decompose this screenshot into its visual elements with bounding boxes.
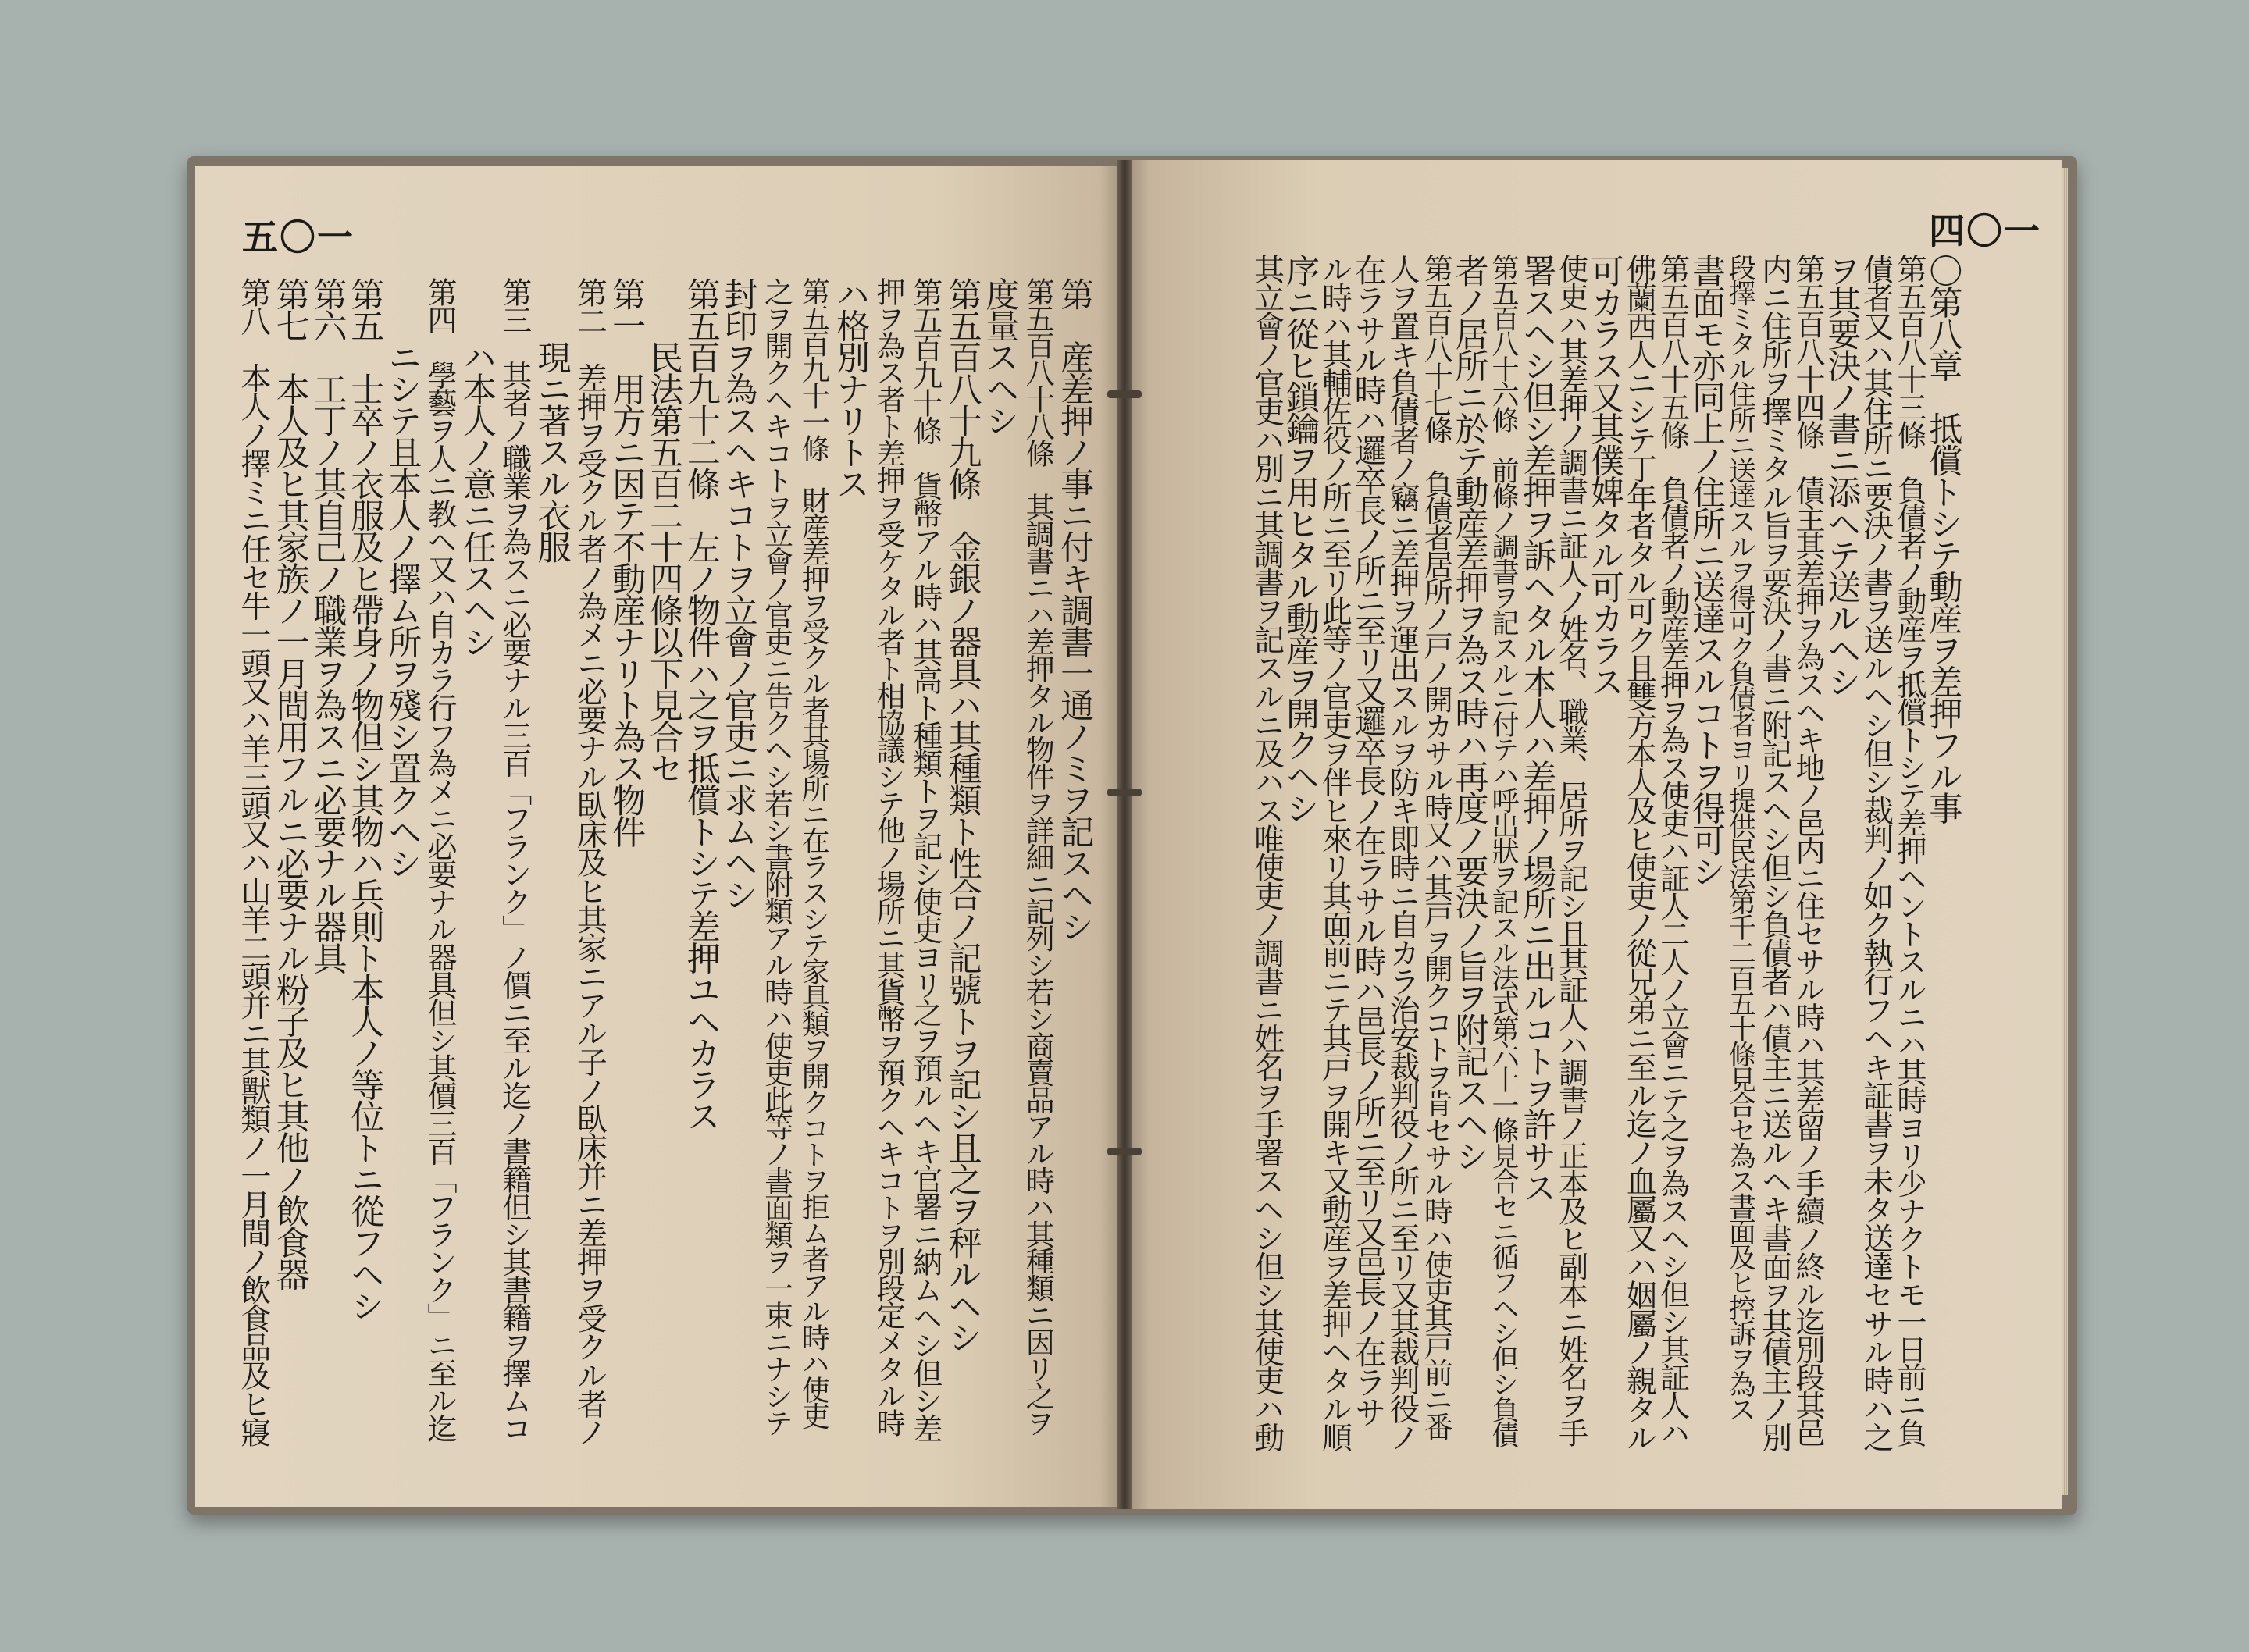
text-line: ハ格別ナリトス xyxy=(831,277,871,499)
text-line: 内ニ住所ヲ擇ミタル旨ヲ要決ノ書ニ附記スヘシ但シ負債者ハ債主ニ送ルヘキ書面ヲ其債主ノ別 xyxy=(1756,254,1792,1451)
text-line: 人ヲ置キ負債者ノ竊ニ差押ヲ運出スルヲ防キ即時ニ自カラ治安裁判役ノ所ニ至リ又其裁判役ノ xyxy=(1385,254,1420,1451)
text-line: 第五百八十四條 債主其差押ヲ為スヘキ地ノ邑内ニ住セサル時ハ其差留ノ手續ノ終ル迄別段其邑 xyxy=(1791,254,1825,1446)
text-line: 書面モ亦同上ノ住所ニ送達スルコトヲ得可シ xyxy=(1687,254,1726,886)
binding-stitch xyxy=(1107,1148,1142,1155)
page-number-right: 四〇一 xyxy=(1929,210,2041,252)
text-line: 民法第五百二十四條以下見合セ xyxy=(644,277,683,783)
text-line: 第 産差押ノ事ニ付キ調書一通ノミヲ記スヘシ xyxy=(1055,277,1095,942)
text-line: 〇第八章 抵償トシテ動産ヲ差押フル事 xyxy=(1923,254,1963,823)
page-number-left: 五〇一 xyxy=(242,216,355,258)
text-line: 署スヘシ但シ差押ヲ訴ヘタル本人ハ差押ノ場所ニ出ルコトヲ許サス xyxy=(1517,254,1557,1202)
text-line: 第五百八十九條 金銀ノ器具ハ其種類ト性合ノ記號トヲ記シ且之ヲ秤ルヘシ xyxy=(943,277,982,1352)
text-line: 第五百八十七條 負債者居所ノ戸ノ開カサル時又ハ其戸ヲ開クコトヲ肯セサル時ハ使吏其戸前ニ番 xyxy=(1419,254,1453,1439)
gutter xyxy=(1117,160,1132,1509)
text-line: 序ニ從ヒ鎖鑰ヲ用ヒタル動産ヲ開クヘシ xyxy=(1281,254,1320,823)
text-line: 度量スヘシ xyxy=(980,277,1020,436)
binding-stitch xyxy=(1107,390,1142,398)
text-line: ル時ハ其輔佐役ノ所ニ至リ此等ノ官吏ヲ伴ヒ來リ其面前ニテ其戸ヲ開キ又動産ヲ差押ヘタル順 xyxy=(1317,254,1353,1451)
text-line: 押ヲ為ス者ト差押ヲ受ケタル者ト相協議シテ他ノ場所ニ其貨幣ヲ預クヘキコトヲ別段定メタル時 xyxy=(871,277,905,1436)
text-line: 其立會ノ官吏ハ別ニ其調書ヲ記スルニ及ハス唯使吏ノ調書ニ姓名ヲ手署スヘシ但シ其使吏ハ動 xyxy=(1249,254,1285,1451)
text-line: 封印ヲ為スヘキコトヲ立會ノ官吏ニ求ムヘシ xyxy=(718,277,758,910)
text-line: 段擇ミタル住所ニ送達スルヲ得可ク負債者ヨリ提供民法第千二百五十條見合セ為ス書面及ヒ控訴ヲ為ス xyxy=(1724,254,1756,1421)
text-line: ヲ其要決ノ書ニ添ヘテ送ルヘシ xyxy=(1822,254,1862,696)
text-line: 第八 本人ノ擇ミニ任セ牛一頭又ハ羊三頭又ハ山羊二頭并ニ其獸類ノ一月間ノ飲食品及ヒ寢 xyxy=(235,277,271,1446)
text-line: 現ニ著スル衣服 xyxy=(532,277,572,562)
right-page-text xyxy=(1249,254,1963,1456)
text-line: 第七 本人及ヒ其家族ノ一月間用フルニ必要ナル粉子及ヒ其他ノ飲食器 xyxy=(270,277,310,1289)
binding-stitch xyxy=(1107,789,1142,796)
text-line: 第五百八十五條 負債者ノ動産差押ヲ為ス使吏ハ証人二人ノ立會ニテ之ヲ為スヘシ但シ其証人ハ xyxy=(1655,254,1690,1446)
text-line: 可カラス又其僕婢タル可カラス xyxy=(1585,254,1624,696)
text-line: 使吏ハ其差押ノ調書ニ証人ノ姓名、職業、居所ヲ記シ且其証人ハ調書ノ正本及ヒ副本ニ姓名ヲ手 xyxy=(1553,254,1588,1446)
text-line: 第五百八十六條 前條ノ調書ヲ記スルニ付テハ呼出狀ヲ記スル法式第六十一條見合セニ循フヘシ但シ負債 xyxy=(1488,254,1519,1447)
text-line: 第一 用方ニ因テ不動産ナリト為ス物件 xyxy=(607,277,647,846)
text-line: 之ヲ開クヘキコトヲ立會ノ官吏ニ告クヘシ若シ書附類アル時ハ使吏此等ノ書面類ヲ一束ニナシテ xyxy=(759,277,793,1436)
text-line: 者ノ居所ニ於テ動産差押ヲ為ス時ハ再度ノ要決ノ旨ヲ附記スヘシ xyxy=(1449,254,1489,1171)
left-page-text xyxy=(234,277,1093,1456)
text-line: 第五百九十一條 財産差押ヲ受クル者其場所ニ在ラスシテ家具類ヲ開クコトヲ拒ム者アル時ハ使吏 xyxy=(797,277,830,1428)
text-line: 第六 工丁ノ其自己ノ職業ヲ為スニ必要ナル器具 xyxy=(308,277,348,973)
text-line: 第五百九十條 貨幣アル時ハ其高ト種類トヲ記シ使吏ヨリ之ヲ預ルヘキ官署ニ納ムヘシ但シ差 xyxy=(907,277,943,1441)
text-line: 第五百八十八條 其調書ニハ差押タル物件ヲ詳細ニ記列シ若シ商賣品アル時ハ其種類ニ因リ之ヲ xyxy=(1021,277,1055,1436)
text-line: 債者又ハ其住所ニ要決ノ書ヲ送ルヘシ但シ裁判ノ如ク執行フヘキ証書ヲ未タ送達セサル時ハ之 xyxy=(1858,254,1894,1451)
text-line: 第五百八十三條 負債者ノ動産ヲ抵償トシテ差押ヘントスルニハ其時ヨリ少ナクトモ一日前ニ負 xyxy=(1892,254,1926,1446)
text-line: 佛蘭西人ニシテ丁年者タル可ク且雙方本人及ヒ使吏ノ從兄弟ニ至ル迄ノ血屬又ハ姻屬ノ親タル xyxy=(1621,254,1657,1451)
text-line: 在ラサル時ハ邏卒長ノ所ニ至リ又邏卒長ノ在ラサル時ハ邑長ノ所ニ至リ又邑長ノ在ラサ xyxy=(1349,254,1387,1426)
text-line: 第五百九十二條 左ノ物件ハ之ヲ抵償トシテ差押ユヘカラス xyxy=(681,277,721,1131)
text-line: ハ本人ノ意ニ任スヘシ xyxy=(457,277,497,657)
text-line: 第二 差押ヲ受クル者ノ為メニ必要ナル臥床及ヒ其家ニアル子ノ臥床并ニ差押ヲ受クル者ノ xyxy=(572,277,608,1446)
text-line: 第五 士卒ノ衣服及ヒ帶身ノ物但シ其物ハ兵則ト本人ノ等位トニ從フヘシ xyxy=(345,277,385,1321)
text-line: ニシテ且本人ノ擇ム所ヲ殘シ置クヘシ xyxy=(383,277,422,878)
text-line: 第四 學藝ヲ人ニ教ヘ又ハ自カラ行フ為メニ必要ナル器具但シ其價三百「フランク」ニ至ル迄 xyxy=(422,277,458,1441)
text-line: 第三 其者ノ職業ヲ為スニ必要ナル三百「フランク」ノ價ニ至ル迄ノ書籍但シ其書籍ヲ擇ムコ xyxy=(497,277,532,1441)
